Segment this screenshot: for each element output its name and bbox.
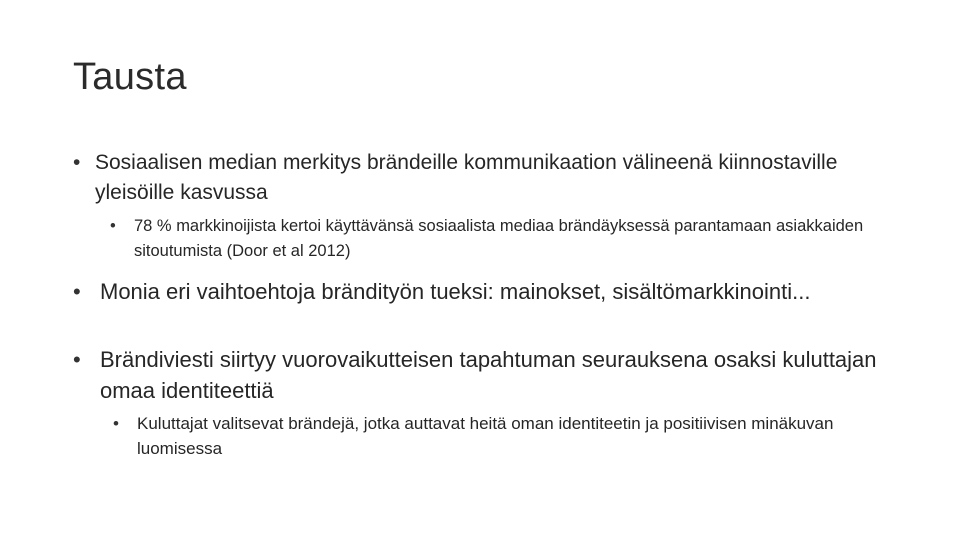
bullet-text: Brändiviesti siirtyy vuorovaikutteisen tapahtuman seurauksena osaksi kuluttajan omaa identiteettiä (100, 347, 877, 403)
bullet-point-icon: • (73, 347, 81, 372)
bullet-point-icon: • (110, 217, 116, 235)
slide-title: Tausta (73, 56, 187, 98)
bullet-item-level-1 (73, 344, 893, 406)
bullet-item-level-2 (110, 214, 870, 264)
bullet-point-icon: • (73, 151, 81, 174)
bullet-text: Sosiaalisen median merkitys brändeille kommunikaation välineenä kiinnostaville yleisöille kasvussa (95, 151, 838, 204)
bullet-item-level-1 (73, 276, 893, 307)
bullet-item-level-2 (113, 411, 873, 461)
bullet-text: Monia eri vaihtoehtoja brändityön tueksi: mainokset, sisältömarkkinointi... (100, 279, 811, 304)
bullet-point-icon: • (73, 279, 81, 304)
bullet-text: Kuluttajat valitsevat brändejä, jotka auttavat heitä oman identiteetin ja positiivisen minäkuvan luomisessa (137, 414, 834, 458)
bullet-item-level-1 (73, 148, 893, 208)
bullet-text: 78 % markkinoijista kertoi käyttävänsä sosiaalista mediaa brändäyksessä parantamaan asiakkaiden sitoutumista (Door et al 2012) (134, 217, 864, 260)
bullet-point-icon: • (113, 414, 119, 433)
